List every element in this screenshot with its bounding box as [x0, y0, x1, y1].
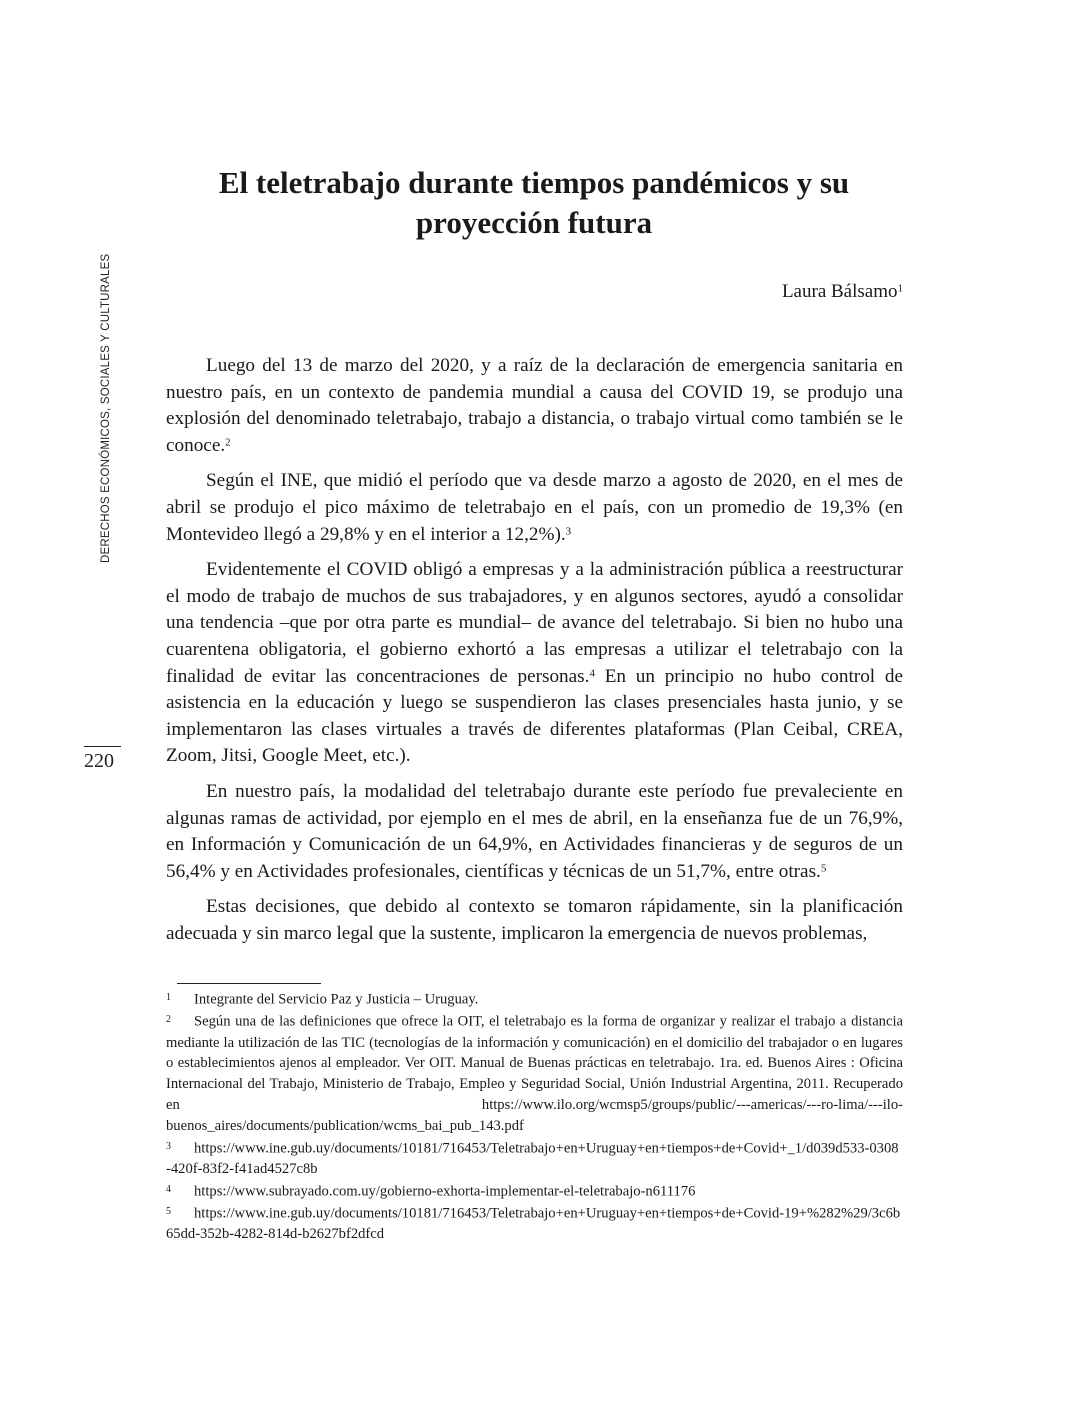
- footnote: [166, 1010, 903, 1136]
- footnote: [166, 1137, 903, 1180]
- footnote-separator: [177, 983, 321, 984]
- paragraph-text-continued: En un principio no hubo control de asistencia en la educación y luego se suspendieron las clases presenciales hasta junio, y se implementaron las clases virtuales a través de diferentes plataformas (Plan Ceibal, CREA, Zoom, Jitsi, Google Meet, etc.).: [166, 665, 903, 767]
- footnote-number: 1: [166, 992, 171, 1003]
- footnotes: [166, 988, 903, 1245]
- author-footnote-ref: 1: [897, 282, 903, 295]
- author-line: [782, 280, 903, 304]
- footnote-ref: 3: [565, 525, 572, 538]
- footnote-ref: 5: [820, 862, 827, 875]
- paragraph: [166, 353, 903, 459]
- article-body: [166, 353, 903, 956]
- footnote: [166, 1202, 903, 1245]
- section-title: DERECHOS ECONÓMICOS, SOCIALES Y CULTURALES: [100, 253, 112, 563]
- article-title: El teletrabajo durante tiempos pandémicos y su proyección futura: [218, 165, 850, 240]
- footnote-number: 4: [166, 1183, 171, 1195]
- footnote-text: Integrante del Servicio Paz y Justicia – Uruguay.: [194, 991, 479, 1008]
- running-header: [100, 245, 120, 565]
- footnote: [166, 1180, 903, 1202]
- paragraph: [166, 894, 903, 947]
- footnote: [166, 988, 903, 1010]
- paragraph-text: Estas decisiones, que debido al contexto se tomaron rápidamente, sin la planificación adecuada y sin marco legal que la sustente, implicaron la emergencia de nuevos problemas,: [166, 896, 903, 944]
- footnote-link[interactable]: https://www.ine.gub.uy/documents/10181/716453/Teletrabajo+en+Uruguay+en+tiempos+de+Covid-19+%282%29/3c6b65dd-352b-4282-814d-b2627bf2dfcd: [166, 1205, 901, 1243]
- page-number-rule: [84, 746, 121, 747]
- author-name: Laura Bálsamo: [781, 281, 898, 302]
- footnote-number: 3: [166, 1140, 171, 1152]
- footnote-number: 5: [166, 1205, 171, 1217]
- paragraph-text: Luego del 13 de marzo del 2020, y a raíz de la declaración de emergencia sanitaria en nuestro país, en un contexto de pandemia mundial a causa del COVID 19, se produjo una explosión del denominado teletrabajo, trabajo a distancia, o trabajo virtual como también se le conoce.: [166, 355, 903, 456]
- paragraph-text: En nuestro país, la modalidad del teletrabajo durante este período fue prevaleciente en algunas ramas de actividad, por ejemplo en el mes de abril, en la enseñanza fue de un 76,9%, en Información y Comunicación de un 64,9%, en Actividades financieras y de seguros de un 56,4% y en Actividades profesionales, científicas y técnicas de un 51,7%, entre otras.: [166, 780, 903, 882]
- footnote-ref: 2: [225, 436, 231, 449]
- footnote-link[interactable]: https://www.ine.gub.uy/documents/10181/716453/Teletrabajo+en+Uruguay+en+tiempos+de+Covid+_1/d039d533-0308-420f-83f2-f41ad4527c8b: [166, 1140, 899, 1177]
- footnote-number: 2: [166, 1014, 171, 1026]
- paragraph: [166, 779, 903, 885]
- page-number: 220: [84, 750, 114, 772]
- paragraph: [166, 468, 903, 548]
- footnote-text: Según una de las definiciones que ofrece la OIT, el teletrabajo es la forma de organizar y realizar el trabajo a distancia mediante la utilización de las TIC (tecnologías de la información y comunicación) en el domicilio del trabajador o en lugares o establecimientos ajenos al empleador. Ver OIT. Manual de Buenas prácticas en teletrabajo. 1ra. ed. Buenos Aires : Oficina Internacional del Trabajo, Ministerio de Trabajo, Empleo y Seguridad Social, Unión Industrial Argentina, 2011. Recuperado en https://www.ilo.org/wcmsp5/groups/public/---americas/---ro-lima/---ilo-buenos_aires/documents/publication/wcms_bai_pub_143.pdf: [166, 1013, 903, 1134]
- footnote-ref: 4: [589, 667, 595, 680]
- paragraph-text: Evidentemente el COVID obligó a empresas y a la administración pública a reestructurar el modo de trabajo de muchos de sus trabajadores, y en algunos sectores, ayudó a consolidar una tendencia –que por otra parte es mundial– de avance del teletrabajo. Si bien no hubo una cuarentena obligatoria, el gobierno exhortó a las empresas a utilizar el teletrabajo con la finalidad de evitar las concentraciones de personas.: [166, 559, 903, 687]
- paragraph: [166, 557, 903, 770]
- paragraph-text: Según el INE, que midió el período que va desde marzo a agosto de 2020, en el mes de abril se produjo el pico máximo de teletrabajo en el país, con un promedio de 19,3% (en Montevideo llegó a 29,8% y en el interior a 12,2%).: [166, 470, 903, 545]
- footnote-link[interactable]: https://www.subrayado.com.uy/gobierno-exhorta-implementar-el-teletrabajo-n611176: [194, 1183, 696, 1200]
